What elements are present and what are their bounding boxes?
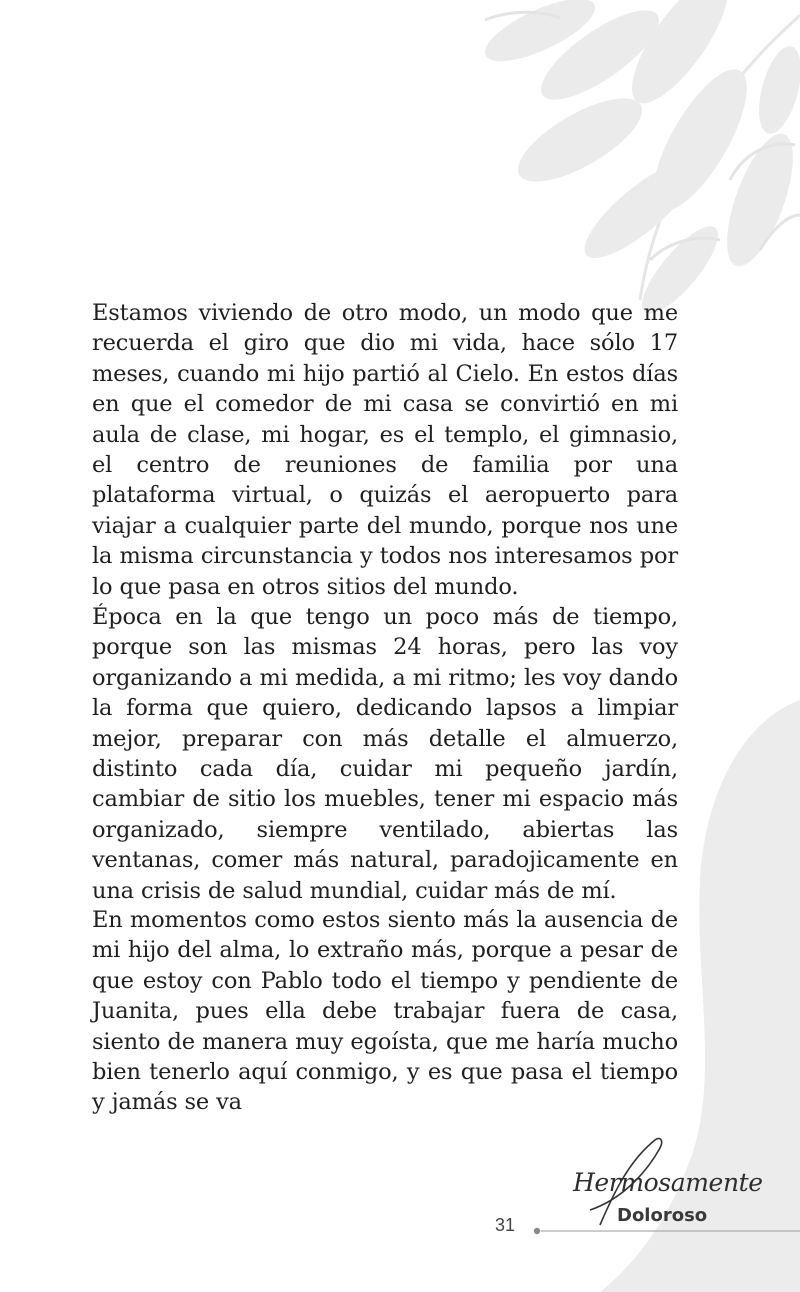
paragraph-1 [92, 298, 678, 602]
paragraph-text: Estamos viviendo de otro modo, un modo que me recuerda el giro que dio mi vida, hace sólo 17 meses, cuando mi hijo partió al Cielo. En estos días en que el comedor de mi casa se convirtió en mi aula de clase, mi hogar, es el templo, el gimnasio, el centro de reuniones de familia por una plataforma virtual, o quizás el aeropuerto para viajar a cualquier parte del mundo, porque nos une la misma circunstancia y todos nos interesamos por lo que pasa en otros sitios del mundo. [92, 300, 678, 600]
paragraph-2 [92, 602, 678, 906]
rule-dot [534, 1228, 540, 1234]
leaf-branch [477, 0, 800, 324]
paragraph-text: Época en la que tengo un poco más de tiempo, porque son las mismas 24 horas, pero las voy organizando a mi medida, a mi ritmo; les voy dando la forma que quiero, dedicando lapsos a limpiar mejor, preparar con más detalle el almuerzo, distinto cada día, cuidar mi pequeño jardín, cambiar de sitio los muebles, tener mi espacio más organizado, siempre ventilado, abiertas las ventanas, comer más natural, paradojicamente en una crisis de salud mundial, cuidar más de mí. [92, 604, 678, 904]
logo-subtitle: Doloroso [617, 1205, 708, 1226]
footer-rule [532, 1225, 800, 1237]
page-number: 31 [495, 1215, 516, 1235]
logo-script-text: Hermosamente [573, 1168, 763, 1197]
paragraph-3 [92, 905, 678, 1118]
paragraph-text: En momentos como estos siento más la ausencia de mi hijo del alma, lo extraño más, porque a pesar de que estoy con Pablo todo el tiempo y pendiente de Juanita, pues ella debe trabajar fuera de casa, siento de manera muy egoísta, que me haría mucho bien tenerlo aquí conmigo, y es que pasa el tiempo y jamás se va [92, 907, 678, 1116]
